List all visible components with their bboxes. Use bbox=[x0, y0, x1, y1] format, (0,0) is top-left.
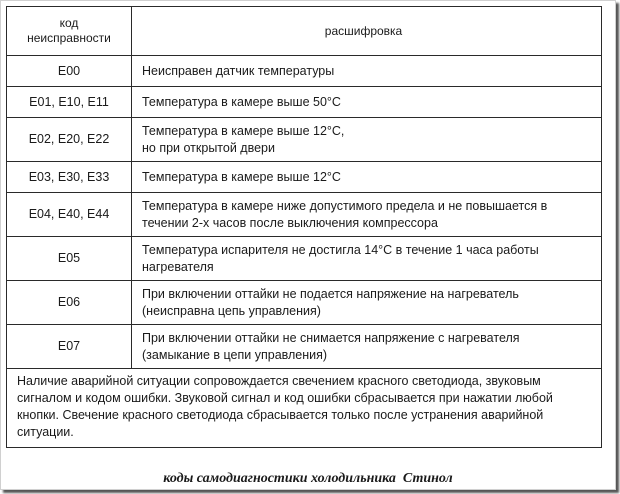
table-row bbox=[7, 193, 602, 237]
table-header bbox=[7, 7, 602, 56]
meaning-column-header: расшифровка bbox=[132, 7, 602, 56]
table-row bbox=[7, 87, 602, 118]
error-description bbox=[132, 193, 602, 237]
error-code: E03, E30, E33 bbox=[7, 162, 132, 193]
description-line: Температура в камере выше 12°C, bbox=[142, 123, 345, 138]
description-line: При включении оттайки не подается напряжение на нагреватель bbox=[142, 286, 519, 301]
description-line: (замыкание в цепи управления) bbox=[142, 347, 328, 362]
error-description bbox=[132, 325, 602, 369]
alarm-note bbox=[7, 369, 602, 448]
description-line: течении 2-х часов после выключения компрессора bbox=[142, 215, 438, 230]
error-code: E04, E40, E44 bbox=[7, 193, 132, 237]
error-description bbox=[132, 237, 602, 281]
description-line: При включении оттайки не снимается напряжение с нагревателя bbox=[142, 330, 520, 345]
note-line: сигналом и кодом ошибки. Звуковой сигнал и код ошибки сбрасывается при нажатии любой bbox=[17, 391, 553, 405]
table-row bbox=[7, 237, 602, 281]
description-line: нагревателя bbox=[142, 259, 214, 274]
error-code: E02, E20, E22 bbox=[7, 118, 132, 162]
description-line: Температура в камере выше 50°C bbox=[142, 94, 341, 109]
note-row bbox=[7, 369, 602, 448]
description-line: Температура испарителя не достигла 14°C в течение 1 часа работы bbox=[142, 242, 539, 257]
error-code: E06 bbox=[7, 281, 132, 325]
error-description bbox=[132, 118, 602, 162]
error-code: E00 bbox=[7, 56, 132, 87]
table-row bbox=[7, 118, 602, 162]
code-column-header bbox=[7, 7, 132, 56]
error-description bbox=[132, 281, 602, 325]
note-line: Наличие аварийной ситуации сопровождается свечением красного светодиода, звуковым bbox=[17, 374, 541, 388]
note-line: кнопки. Свечение красного светодиода сбрасывается только после устранения аварийной bbox=[17, 408, 544, 422]
error-description bbox=[132, 56, 602, 87]
description-line: Температура в камере ниже допустимого предела и не повышается в bbox=[142, 198, 548, 213]
error-code: E01, E10, E11 bbox=[7, 87, 132, 118]
table-row bbox=[7, 281, 602, 325]
description-line: (неисправна цепь управления) bbox=[142, 303, 321, 318]
error-code: E05 bbox=[7, 237, 132, 281]
code-header-line: неисправности bbox=[27, 31, 111, 45]
table-row bbox=[7, 325, 602, 369]
error-codes-table bbox=[6, 6, 602, 448]
description-line: Неисправен датчик температуры bbox=[142, 63, 335, 78]
note-line: ситуации. bbox=[17, 425, 74, 439]
description-line: но при открытой двери bbox=[142, 140, 275, 155]
error-code: E07 bbox=[7, 325, 132, 369]
table-row bbox=[7, 162, 602, 193]
table-row bbox=[7, 56, 602, 87]
description-line: Температура в камере выше 12°C bbox=[142, 169, 341, 184]
error-description bbox=[132, 87, 602, 118]
figure-caption: коды самодиагностики холодильника Стинол bbox=[163, 471, 453, 486]
error-description bbox=[132, 162, 602, 193]
code-header-line: код bbox=[59, 16, 79, 30]
